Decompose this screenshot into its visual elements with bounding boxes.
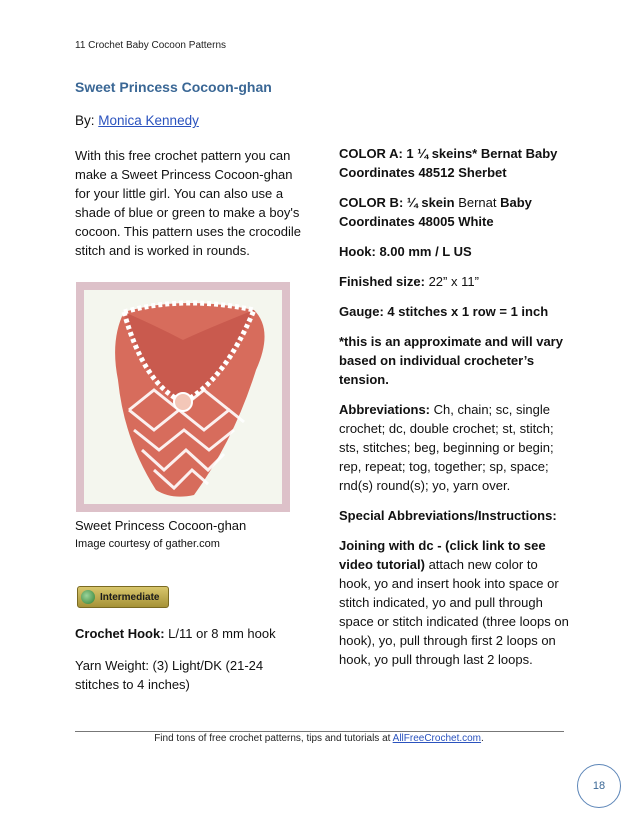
yarn-weight: Yarn Weight: (3) Light/DK (21-24 stitches to 4 inches)	[75, 658, 264, 692]
cocoon-photo	[76, 282, 290, 512]
finished-size: Finished size: 22” x 11”	[339, 274, 479, 289]
specs-column	[339, 144, 571, 680]
crochet-hook-line	[75, 626, 276, 641]
intro-paragraph: With this free crochet pattern you can make a Sweet Princess Cocoon-ghan for your little girl. You can also use a shade of blue or green to make a boy's cocoon. This pattern uses the crocodile stitch and is worked in rounds.	[75, 148, 301, 258]
approximate-note: *this is an approximate and will vary based on individual crocheter’s tension.	[339, 334, 563, 387]
byline	[75, 113, 199, 128]
image-credit: Image courtesy of gather.com	[75, 538, 220, 550]
caption-title: Sweet Princess Cocoon-ghan	[75, 518, 247, 533]
skill-level-label: Intermediate	[100, 591, 160, 603]
footer-divider	[75, 731, 564, 732]
footer: Find tons of free crochet patterns, tips and tutorials at AllFreeCrochet.com.	[154, 733, 484, 744]
cocoon-illustration	[84, 290, 282, 504]
by-label: By:	[75, 113, 99, 128]
running-header: 11 Crochet Baby Cocoon Patterns	[75, 40, 227, 51]
page-number: 18	[577, 764, 621, 808]
joining-tutorial-link[interactable]: Joining with dc - (click link to see video tutorial)	[339, 538, 546, 572]
joining-instructions: Joining with dc - (click link to see video tutorial) attach new color to hook, yo and insert hook into space or stitch indicated, yo and pull through space or stitch indicated (three loops on hook), yo, pull through first 2 loops on hook, yo pull through last 2 loops.	[339, 538, 569, 667]
skill-level-badge	[77, 586, 169, 608]
gauge: Gauge: 4 stitches x 1 row = 1 inch	[339, 304, 549, 319]
footer-site-link[interactable]: AllFreeCrochet.com	[392, 733, 482, 744]
image-caption	[75, 517, 246, 553]
color-a: COLOR A: 1 ¼ skeins* Bernat Baby Coordinates 48512 Sherbet	[339, 146, 558, 180]
hook-value: L/11 or 8 mm hook	[164, 626, 276, 641]
pattern-title: Sweet Princess Cocoon-ghan	[75, 79, 272, 95]
special-abbreviations-heading: Special Abbreviations/Instructions:	[339, 508, 557, 523]
skill-level-icon	[81, 590, 95, 604]
color-b: COLOR B: ¼ skein Bernat Baby Coordinates 48005 White	[339, 195, 532, 229]
footer-text: Find tons of free crochet patterns, tips and tutorials at	[154, 733, 393, 744]
author-link[interactable]: Monica Kennedy	[98, 113, 199, 128]
hook-label: Crochet Hook:	[75, 626, 165, 641]
abbreviations: Abbreviations: Ch, chain; sc, single crochet; dc, double crochet; st, stitch; sts, stitches; beg, beginning or begin; rep, repeat; tog, together; sp, space; rnd(s) round(s); yo, yarn over.	[339, 402, 554, 493]
hook-spec: Hook: 8.00 mm / L US	[339, 244, 472, 259]
